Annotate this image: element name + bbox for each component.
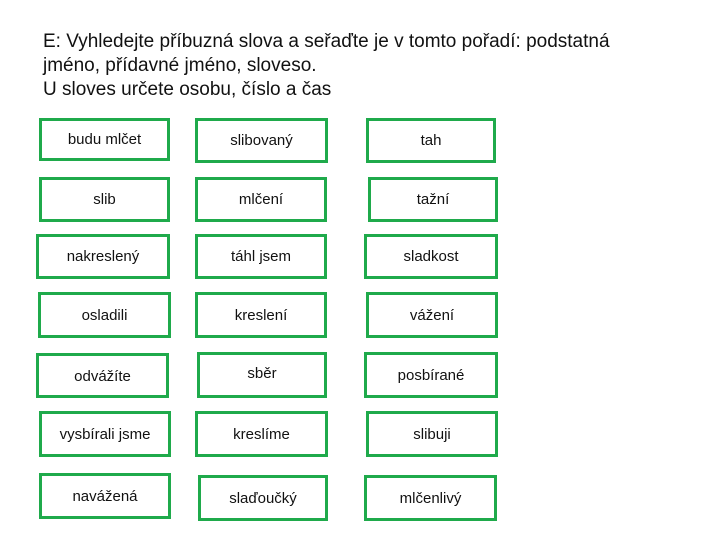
word-card-navazena[interactable]: navážená (39, 473, 171, 519)
task-instructions (43, 30, 703, 102)
instructions-line-1: E: Vyhledejte příbuzná slova a seřaďte je v tomto pořadí: podstatná (43, 31, 610, 52)
instructions-line-3: U sloves určete osobu, číslo a čas (43, 79, 332, 100)
word-card-sber[interactable]: sběr (197, 352, 327, 398)
word-card-odvazite[interactable]: odvážíte (36, 353, 169, 398)
word-card-posbirane[interactable]: posbírané (364, 352, 498, 398)
word-card-nakresleny[interactable]: nakreslený (36, 234, 170, 279)
word-card-mlcenlivy[interactable]: mlčenlivý (364, 475, 497, 521)
word-card-slibuji[interactable]: slibuji (366, 411, 498, 457)
word-card-slib[interactable]: slib (39, 177, 170, 222)
word-card-vazeni[interactable]: vážení (366, 292, 498, 338)
word-card-tah[interactable]: tah (366, 118, 496, 163)
word-card-budu-mlcet[interactable]: budu mlčet (39, 118, 170, 161)
word-card-kresleni[interactable]: kreslení (195, 292, 327, 338)
word-card-tazni[interactable]: tažní (368, 177, 498, 222)
word-card-slibovany[interactable]: slibovaný (195, 118, 328, 163)
word-card-tahl-jsem[interactable]: táhl jsem (195, 234, 327, 279)
word-card-osladili[interactable]: osladili (38, 292, 171, 338)
word-card-kreslime[interactable]: kreslíme (195, 411, 328, 457)
word-card-mlceni[interactable]: mlčení (195, 177, 327, 222)
word-card-sladkost[interactable]: sladkost (364, 234, 498, 279)
word-card-sladoucky[interactable]: slaďoučký (198, 475, 328, 521)
word-card-vysbirali-jsme[interactable]: vysbírali jsme (39, 411, 171, 457)
instructions-line-2: jméno, přídavné jméno, sloveso. (43, 55, 317, 76)
